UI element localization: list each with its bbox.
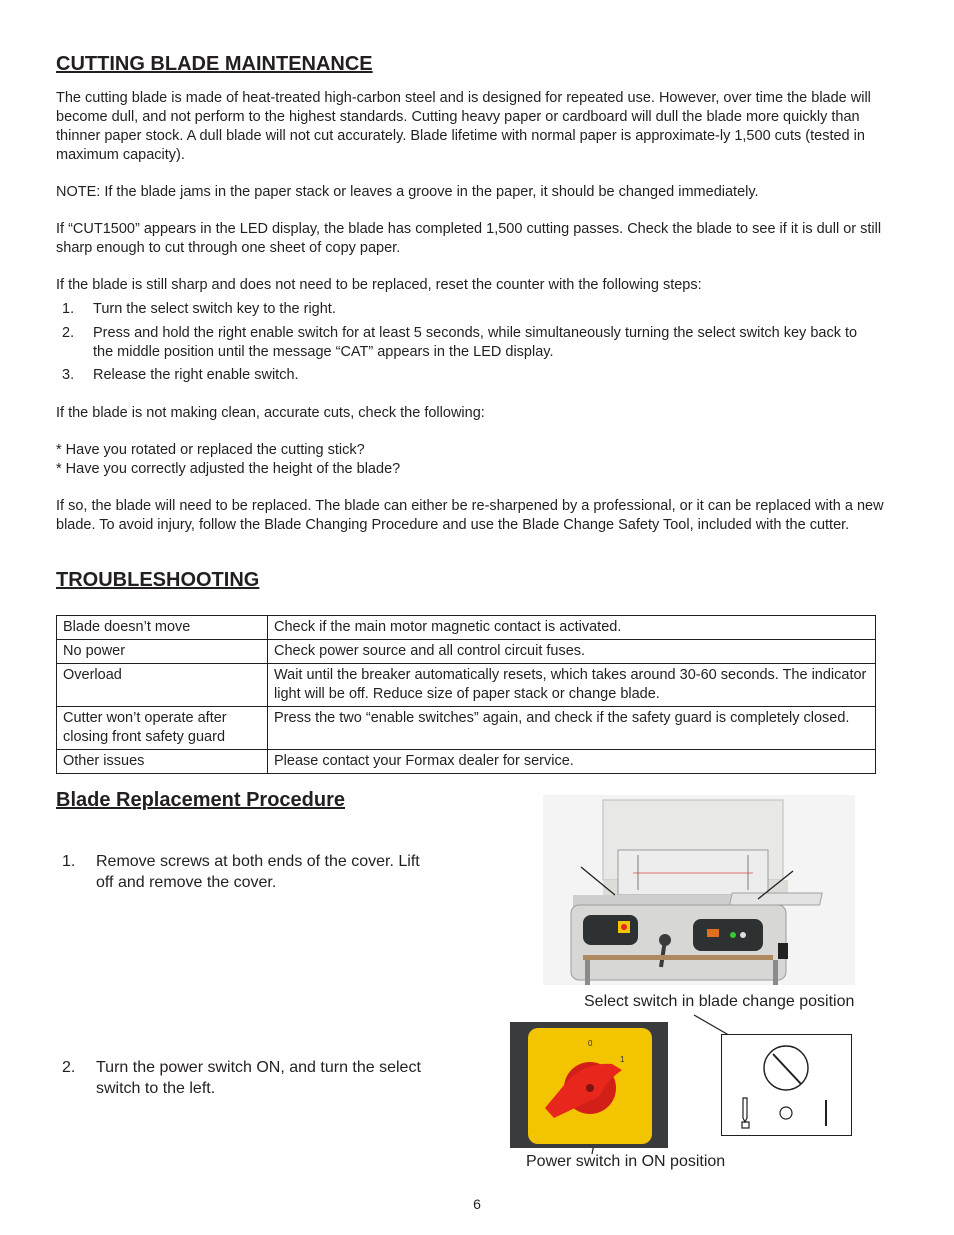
section-title-blade-maintenance: CUTTING BLADE MAINTENANCE [56,53,373,75]
solution-cell: Wait until the breaker automatically resets, which takes around 30-60 seconds. The indicator light will be off. Reduce size of paper stack or change blade. [268,664,876,707]
check-item-2: * Have you correctly adjusted the height of the blade? [56,461,401,477]
replace-paragraph: If so, the blade will need to be replaced. The blade can either be re-sharpened by a professional, or it can be replaced with a new blade. To avoid injury, follow the Blade Changing Procedure and use the Blade Change Safety Tool, included with the cutter. [56,498,884,533]
step-text: Press and hold the right enable switch for at least 5 seconds, while simultaneously turning the select switch key back to the middle position until the message “CAT” appears in the LED display. [93,325,858,360]
section-title-blade-replacement: Blade Replacement Procedure [56,789,345,811]
problem-cell: Blade doesn’t move [57,616,268,640]
step-number: 1. [62,301,75,317]
troubleshooting-table [56,615,876,774]
intro-paragraph: The cutting blade is made of heat-treated high-carbon steel and is designed for repeated use. However, over time the blade will become dull, and not perform to the highest standards. Cutting heavy paper or cardboard will dull the blade more quickly than thinner paper stock. A dull blade will not cut accurately. Blade lifetime with normal paper is approximate-ly 1,500 cuts (tested in maximum capacity). [56,90,871,163]
problem-cell: No power [57,640,268,664]
check-intro: If the blade is not making clean, accurate cuts, check the following: [56,405,485,421]
step-number: 2. [62,325,75,341]
step-number: 1. [62,853,76,870]
reset-intro: If the blade is still sharp and does not need to be replaced, reset the counter with the following steps: [56,277,702,293]
cut1500-paragraph: If “CUT1500” appears in the LED display, the blade has completed 1,500 cutting passes. Check the blade to see if it is dull or still sharp enough to cut through one sheet of copy paper. [56,221,882,256]
step-text: Turn the power switch ON, and turn the select switch to the left. [96,1059,421,1097]
problem-cell: Other issues [57,750,268,774]
select-switch-diagram [721,1034,852,1136]
page-number: 6 [473,1196,481,1212]
power-switch-image [510,1022,668,1148]
solution-cell: Please contact your Formax dealer for service. [268,750,876,774]
table-row [57,640,876,664]
switch-label-1: 1 [620,1055,625,1064]
solution-cell: Check if the main motor magnetic contact is activated. [268,616,876,640]
check-item-1: * Have you rotated or replaced the cutting stick? [56,442,365,458]
switch-label-0: 0 [588,1039,593,1048]
problem-cell: Cutter won’t operate after closing front safety guard [57,707,268,750]
table-row [57,707,876,750]
caption-power-switch: Power switch in ON position [526,1153,726,1170]
table-row [57,664,876,707]
problem-cell: Overload [57,664,268,707]
note-paragraph: NOTE: If the blade jams in the paper stack or leaves a groove in the paper, it should be changed immediately. [56,184,759,200]
table-row [57,750,876,774]
step-text: Remove screws at both ends of the cover. Lift off and remove the cover. [96,853,420,891]
solution-cell: Press the two “enable switches” again, and check if the safety guard is completely closed. [268,707,876,750]
step-number: 2. [62,1059,76,1076]
step-number: 3. [62,367,75,383]
step-text: Release the right enable switch. [93,367,299,383]
step-text: Turn the select switch key to the right. [93,301,336,317]
caption-select-switch: Select switch in blade change position [584,993,855,1010]
section-title-troubleshooting: TROUBLESHOOTING [56,569,260,591]
solution-cell: Check power source and all control circuit fuses. [268,640,876,664]
cutter-machine-image [543,795,855,985]
table-row [57,616,876,640]
